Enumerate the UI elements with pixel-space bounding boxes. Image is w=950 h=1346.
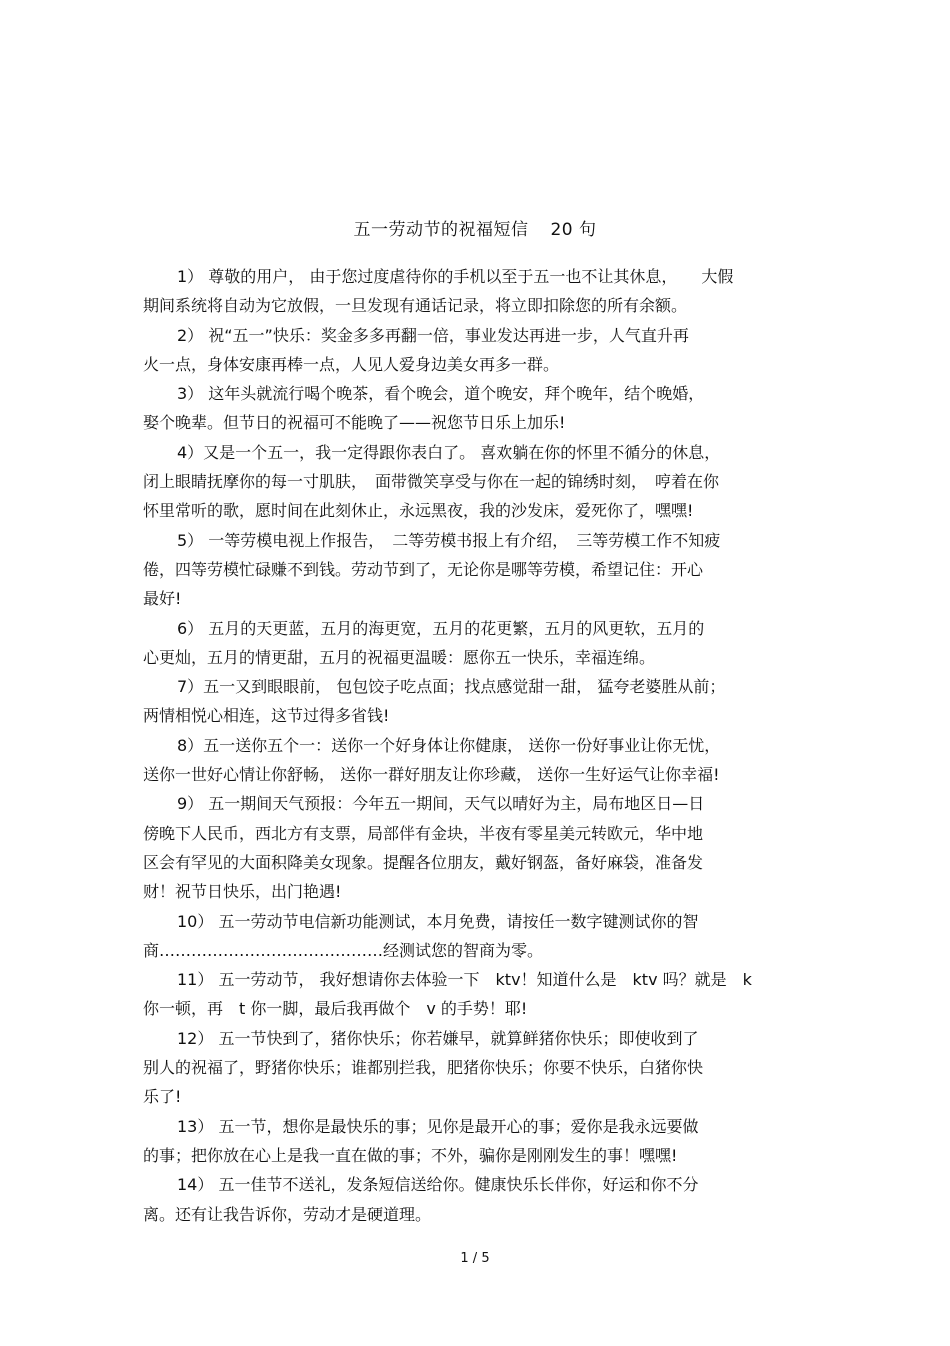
paragraph [143, 731, 811, 790]
paragraph-line: 区会有罕见的大面积降美女现象。提醒各位朋友，戴好钢盔，备好麻袋，准备发 [143, 852, 704, 872]
paragraph [143, 526, 811, 614]
paragraph-line: 两情相悦心相连，这节过得多省钱! [143, 706, 390, 726]
paragraph-line: 3） 这年头就流行喝个晚茶，看个晚会，道个晚安，拜个晚年，结个晚婚， [177, 384, 705, 404]
title-count: 20 句 [550, 220, 597, 240]
paragraph-line: 1） 尊敬的用户， 由于您过度虐待你的手机以至于五一也不让其休息， 大假 [177, 267, 734, 286]
document-body [143, 262, 811, 1229]
paragraph [143, 907, 811, 966]
paragraph [143, 379, 811, 438]
paragraph-line: 最好! [143, 589, 182, 609]
paragraph-line: 离。还有让我告诉你，劳动才是硬道理。 [143, 1204, 432, 1224]
paragraph-line: 14） 五一佳节不送礼，发条短信送给你。健康快乐长伴你，好运和你不分 [177, 1175, 699, 1195]
paragraph-line: 9） 五一期间天气预报：今年五一期间，天气以晴好为主，局布地区日—日 [177, 794, 705, 814]
paragraph [143, 262, 811, 321]
paragraph [143, 1170, 811, 1229]
paragraph-line: 的事；把你放在心上是我一直在做的事；不外，骗你是刚刚发生的事！嘿嘿! [143, 1145, 678, 1165]
paragraph-line: 别人的祝福了，野猪你快乐；谁都别拦我，肥猪你快乐；你要不快乐，白猪你快 [143, 1058, 704, 1078]
paragraph-line: 7）五一又到眼眼前， 包包饺子吃点面；找点感觉甜一甜， 猛夸老婆胜从前； [177, 677, 726, 697]
paragraph-line: 乐了! [143, 1087, 182, 1107]
paragraph [143, 438, 811, 526]
paragraph-line: 商……………………………………经测试您的智商为零。 [143, 940, 544, 960]
paragraph [143, 321, 811, 380]
paragraph [143, 1112, 811, 1171]
paragraph-line: 财！祝节日快乐，出门艳遇! [143, 882, 342, 902]
paragraph-line: 期间系统将自动为它放假，一旦发现有通话记录，将立即扣除您的所有余额。 [143, 296, 688, 316]
paragraph-line: 12） 五一节快到了，猪你快乐；你若嫌早，就算鲜猪你快乐；即使收到了 [177, 1028, 699, 1048]
paragraph-line: 11） 五一劳动节， 我好想请你去体验一下 ktv！知道什么是 ktv 吗？就是 k [177, 970, 752, 990]
page-number: 1 / 5 [460, 1251, 490, 1266]
paragraph [143, 614, 811, 673]
paragraph-line: 倦，四等劳模忙碌赚不到钱。劳动节到了，无论你是哪等劳模，希望记住：开心 [143, 559, 704, 579]
paragraph-line: 5） 一等劳模电视上作报告， 二等劳模书报上有介绍， 三等劳模工作不知疲 [177, 530, 721, 550]
paragraph-line: 闭上眼睛抚摩你的每一寸肌肤， 面带微笑享受与你在一起的锦绣时刻， 哼着在你 [143, 472, 720, 492]
paragraph-line: 怀里常听的歌，愿时间在此刻休止，永远黑夜，我的沙发床，爱死你了，嘿嘿! [143, 501, 694, 521]
paragraph-line: 送你一世好心情让你舒畅， 送你一群好朋友让你珍藏， 送你一生好运气让你幸福! [143, 765, 720, 785]
page-title [0, 218, 950, 242]
paragraph-line: 心更灿，五月的情更甜，五月的祝福更温暖：愿你五一快乐，幸福连绵。 [143, 647, 656, 667]
paragraph-line: 10） 五一劳动节电信新功能测试，本月免费，请按任一数字键测试你的智 [177, 911, 699, 931]
paragraph-line: 2） 祝“五一”快乐：奖金多多再翻一倍，事业发达再进一步，人气直升再 [177, 325, 689, 345]
title-text: 五一劳动节的祝福短信 [353, 220, 529, 240]
paragraph-line: 8）五一送你五个一：送你一个好身体让你健康， 送你一份好事业让你无忧， [177, 735, 721, 755]
paragraph-line: 6） 五月的天更蓝，五月的海更宽，五月的花更繁，五月的风更软，五月的 [177, 618, 705, 638]
paragraph-line: 傍晚下人民币，西北方有支票，局部伴有金块，半夜有零星美元转欧元，华中地 [143, 823, 704, 843]
paragraph [143, 1024, 811, 1112]
paragraph-line: 4）又是一个五一，我一定得跟你表白了。 喜欢躺在你的怀里不循分的休息， [177, 442, 721, 462]
paragraph-line: 火一点，身体安康再棒一点，人见人爱身边美女再多一群。 [143, 354, 560, 374]
paragraph [143, 672, 811, 731]
paragraph-line: 13） 五一节，想你是最快乐的事；见你是最开心的事；爱你是我永远要做 [177, 1116, 699, 1136]
paragraph-line: 你一顿，再 t 你一脚，最后我再做个 v 的手势！耶! [143, 999, 528, 1019]
paragraph [143, 789, 811, 906]
paragraph-line: 娶个晚辈。但节日的祝福可不能晚了——祝您节日乐上加乐! [143, 413, 566, 433]
paragraph [143, 965, 811, 1024]
